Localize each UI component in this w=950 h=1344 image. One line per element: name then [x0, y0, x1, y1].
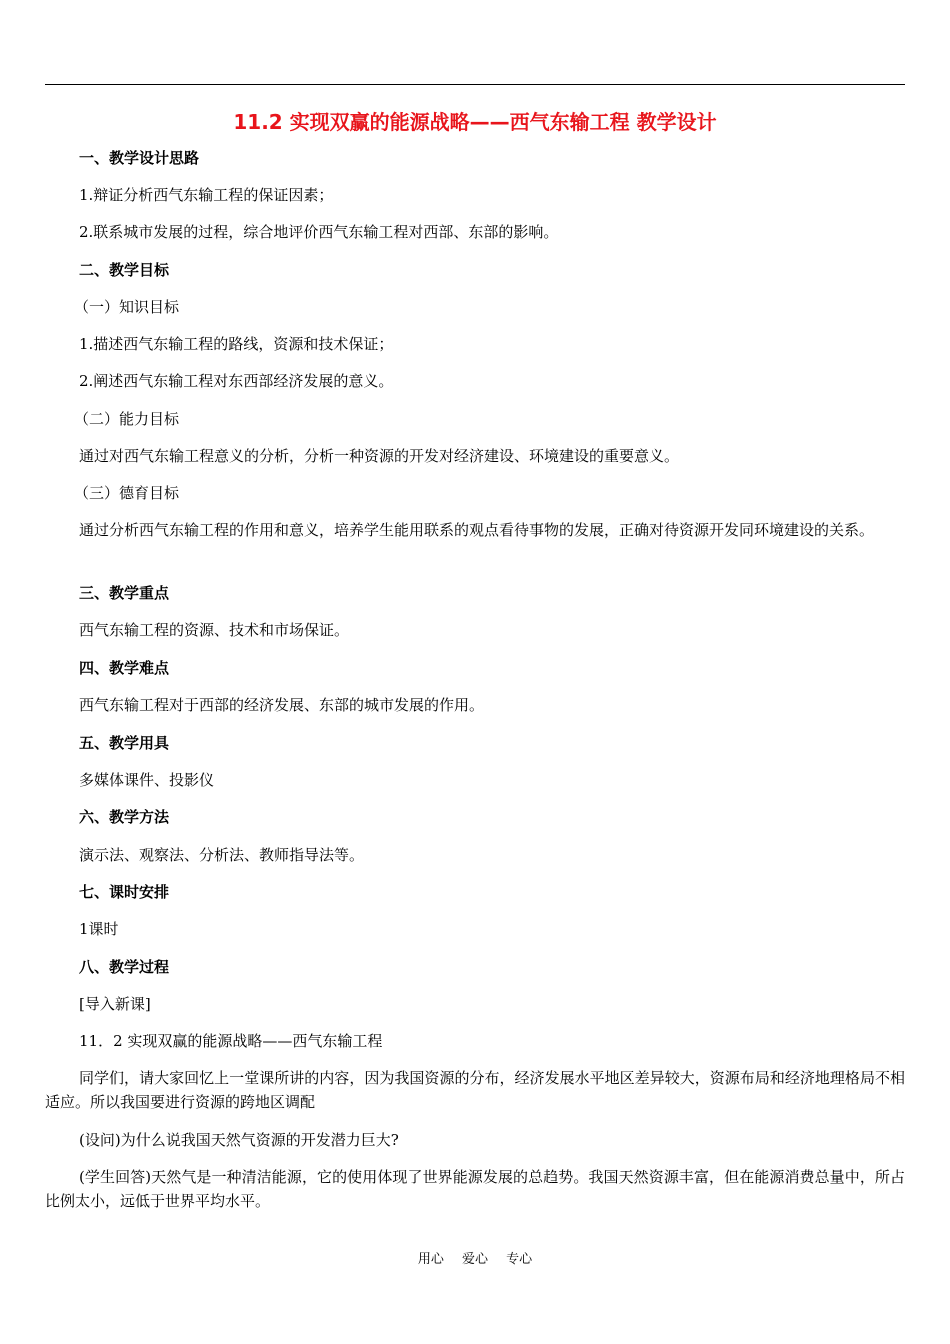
ability-text: 通过对西气东输工程意义的分析，分析一种资源的开发对经济建设、环境建设的重要意义。: [79, 447, 680, 465]
difficulties-text: 西气东输工程对于西部的经济发展、东部的城市发展的作用。: [79, 696, 485, 714]
header-rule: [45, 84, 905, 85]
document-title: 11.2 实现双赢的能源战略——西气东输工程 教学设计: [233, 110, 717, 134]
subheading-ability: （二）能力目标: [74, 410, 180, 428]
section-heading-schedule: 七、课时安排: [79, 883, 170, 901]
process-answer: (学生回答)天然气是一种清洁能源，它的使用体现了世界能源发展的总趋势。我国天然资源丰富，但在能源消费总量中，所占比例太小，远低于世界平均水平。: [45, 1168, 905, 1210]
section-heading-difficulties: 四、教学难点: [79, 659, 170, 677]
moral-text: 通过分析西气东输工程的作用和意义，培养学生能用联系的观点看待事物的发展，正确对待资源开发同环境建设的关系。: [79, 521, 875, 539]
knowledge-item-2: 2.阐述西气东输工程对东西部经济发展的意义。: [79, 372, 394, 390]
section-heading-goals: 二、教学目标: [79, 261, 170, 279]
tools-text: 多媒体课件、投影仪: [79, 771, 215, 789]
section-heading-process: 八、教学过程: [79, 958, 170, 976]
section-heading-design-idea: 一、教学设计思路: [79, 149, 200, 167]
design-item-1: 1.辩证分析西气东输工程的保证因素；: [79, 186, 334, 204]
process-paragraph: 同学们，请大家回忆上一堂课所讲的内容，因为我国资源的分布，经济发展水平地区差异较大，资源布局和经济地理格局不相适应。所以我国要进行资源的跨地区调配: [45, 1069, 905, 1111]
schedule-text: 1课时: [79, 920, 119, 938]
section-heading-methods: 六、教学方法: [79, 808, 170, 826]
subheading-moral: （三）德育目标: [74, 484, 180, 502]
key-points-text: 西气东输工程的资源、技术和市场保证。: [79, 621, 350, 639]
section-heading-key-points: 三、教学重点: [79, 584, 170, 602]
process-question: (设问)为什么说我国天然气资源的开发潜力巨大?: [79, 1131, 399, 1149]
subheading-knowledge: （一）知识目标: [74, 298, 180, 316]
section-heading-tools: 五、教学用具: [79, 734, 170, 752]
knowledge-item-1: 1.描述西气东输工程的路线，资源和技术保证；: [79, 335, 394, 353]
process-lesson-title: 11．2 实现双赢的能源战略——西气东输工程: [79, 1032, 383, 1050]
page-footer: 用心 爱心 专心: [417, 1252, 533, 1267]
process-intro: [导入新课]: [79, 995, 151, 1013]
design-item-2: 2.联系城市发展的过程，综合地评价西气东输工程对西部、东部的影响。: [79, 223, 559, 241]
methods-text: 演示法、观察法、分析法、教师指导法等。: [79, 846, 365, 864]
